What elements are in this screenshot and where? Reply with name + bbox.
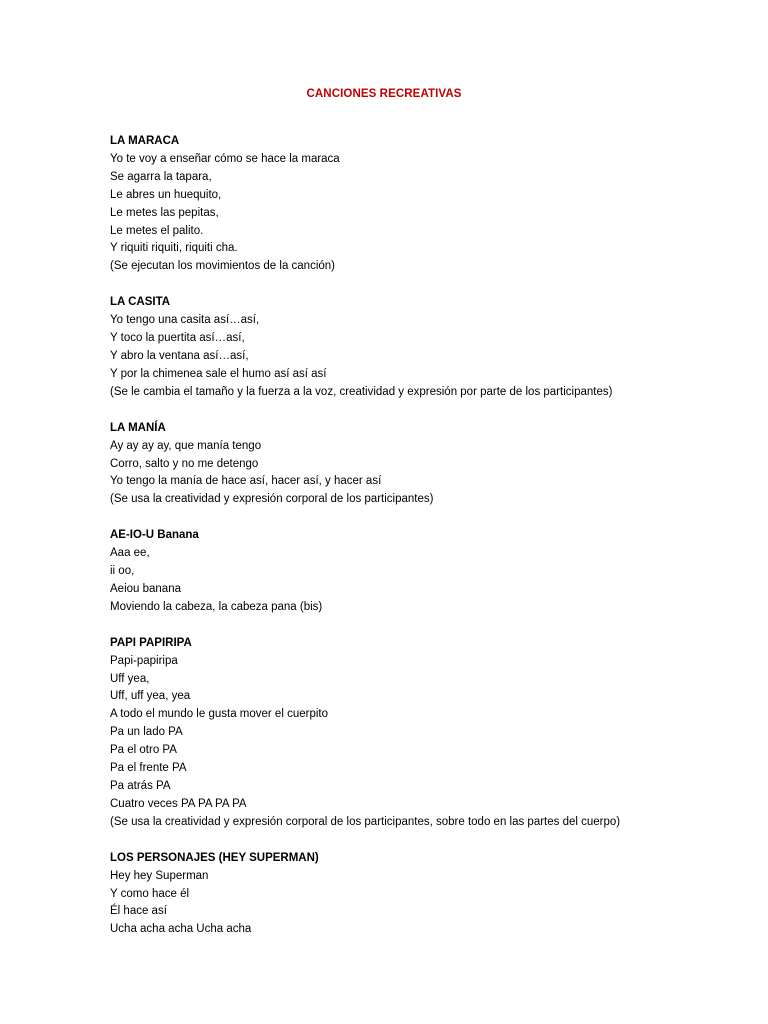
song-line: (Se le cambia el tamaño y la fuerza a la voz, creatividad y expresión por parte de los participantes) bbox=[110, 385, 613, 398]
song-line: Le abres un huequito, bbox=[110, 188, 222, 201]
song-line: Papi-papiripa bbox=[110, 654, 178, 667]
song-line: Corro, salto y no me detengo bbox=[110, 457, 259, 470]
song-line: Ay ay ay ay, que manía tengo bbox=[110, 439, 262, 452]
song-line: (Se usa la creatividad y expresión corporal de los participantes, sobre todo en las partes del cuerpo) bbox=[110, 815, 621, 828]
song-line: ii oo, bbox=[110, 565, 135, 578]
song-section bbox=[110, 635, 750, 832]
song-line: Ucha acha acha Ucha acha bbox=[110, 923, 252, 936]
song-line: Pa el otro PA bbox=[110, 744, 177, 757]
song-line: Aaa ee, bbox=[110, 547, 150, 560]
song-line: Hey hey Superman bbox=[110, 869, 209, 882]
song-line: Pa atrás PA bbox=[110, 780, 171, 792]
song-line: Pa un lado PA bbox=[110, 726, 183, 739]
song-line: Uff, uff yea, yea bbox=[110, 690, 191, 703]
song-title: LOS PERSONAJES (HEY SUPERMAN) bbox=[110, 851, 319, 864]
song-line: Y toco la puertita así…así, bbox=[110, 332, 245, 345]
song-line: Uff yea, bbox=[110, 672, 150, 685]
song-line: Él hace así bbox=[110, 905, 167, 918]
song-line: Y abro la ventana así…así, bbox=[110, 349, 249, 362]
song-section bbox=[110, 133, 750, 276]
song-line: Yo tengo la manía de hace así, hacer así, y hacer así bbox=[110, 475, 382, 488]
song-section bbox=[110, 850, 750, 940]
song-line: Y riquiti riquiti, riquiti cha. bbox=[110, 242, 238, 255]
song-line: (Se ejecutan los movimientos de la canción) bbox=[110, 260, 336, 273]
song-line: Y como hace él bbox=[110, 887, 190, 900]
song-line: (Se usa la creatividad y expresión corporal de los participantes) bbox=[110, 493, 434, 506]
song-line: Le metes el palito. bbox=[110, 224, 204, 237]
song-line: Yo tengo una casita así…así, bbox=[110, 314, 260, 327]
song-line: Moviendo la cabeza, la cabeza pana (bis) bbox=[110, 600, 323, 613]
song-section bbox=[110, 420, 750, 510]
song-title: LA MANÍA bbox=[110, 421, 166, 434]
song-title: PAPI PAPIRIPA bbox=[110, 636, 192, 649]
song-title: AE-IO-U Banana bbox=[110, 529, 199, 542]
song-section bbox=[110, 294, 750, 401]
song-line: Le metes las pepitas, bbox=[110, 206, 219, 219]
song-line: A todo el mundo le gusta mover el cuerpito bbox=[110, 708, 328, 721]
song-list bbox=[110, 133, 750, 957]
song-line: Yo te voy a enseñar cómo se hace la maraca bbox=[110, 152, 340, 165]
song-section bbox=[110, 527, 750, 617]
song-line: Y por la chimenea sale el humo así así así bbox=[110, 367, 327, 380]
song-line: Pa el frente PA bbox=[110, 762, 187, 775]
song-title: LA MARACA bbox=[110, 135, 180, 147]
song-line: Cuatro veces PA PA PA PA bbox=[110, 797, 247, 810]
song-line: Se agarra la tapara, bbox=[110, 170, 212, 183]
song-title: LA CASITA bbox=[110, 296, 171, 309]
document-title: CANCIONES RECREATIVAS bbox=[306, 88, 462, 100]
song-line: Aeiou banana bbox=[110, 582, 181, 595]
